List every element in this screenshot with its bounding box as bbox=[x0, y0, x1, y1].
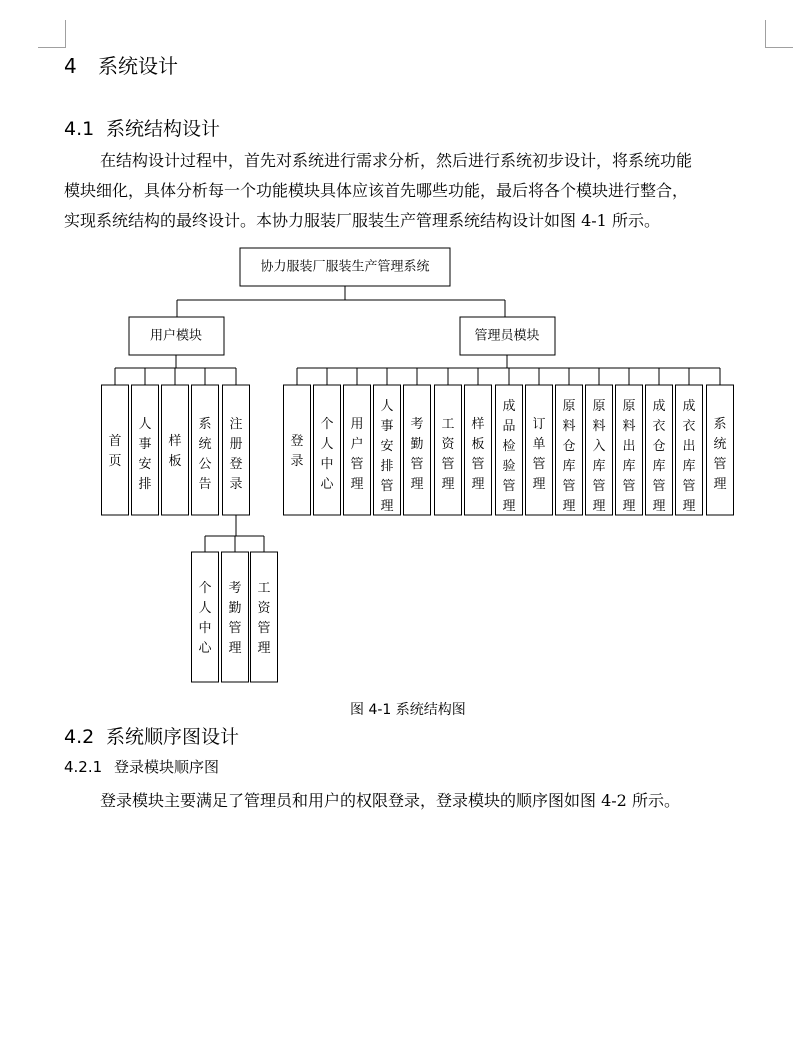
section-heading-4-2 bbox=[64, 722, 239, 749]
user-child-4-label: 系统公告 bbox=[198, 417, 212, 492]
user-child-5-label: 注册登录 bbox=[229, 417, 243, 492]
admin-child-6-label: 工资管理 bbox=[441, 417, 455, 492]
sub-child-2-box bbox=[222, 552, 249, 682]
user-child-1-label: 首页 bbox=[108, 434, 122, 469]
admin-child-11-label: 原料入库管理 bbox=[592, 399, 606, 514]
figure-caption: 图 4-1 系统结构图 bbox=[350, 702, 466, 718]
paragraph-line-1: 在结构设计过程中，首先对系统进行需求分析，然后进行系统初步设计，将系统功能 bbox=[100, 151, 693, 170]
paragraph-4-2-1: 登录模块主要满足了管理员和用户的权限登录，登录模块的顺序图如图 4-2 所示。 bbox=[100, 791, 680, 810]
admin-child-1-label: 登录 bbox=[290, 434, 304, 469]
admin-child-15-label: 系统管理 bbox=[713, 417, 727, 492]
chapter-number: 4 bbox=[64, 54, 77, 78]
user-child-2-label: 人事安排 bbox=[138, 417, 152, 492]
user-module-label: 用户模块 bbox=[149, 328, 203, 344]
admin-child-3-label: 用户管理 bbox=[350, 417, 364, 492]
admin-module-label: 管理员模块 bbox=[474, 328, 540, 344]
user-child-1-box bbox=[102, 385, 129, 515]
sub-child-3-box bbox=[251, 552, 278, 682]
section-number: 4.2 bbox=[64, 726, 95, 748]
admin-child-14-label: 成衣出库管理 bbox=[682, 399, 696, 514]
sub-child-3-label: 工资管理 bbox=[257, 581, 271, 656]
user-child-3-box bbox=[162, 385, 189, 515]
paragraph-line-2: 模块细化，具体分析每一个功能模块具体应该首先哪些功能，最后将各个模块进行整合， bbox=[64, 181, 689, 200]
admin-child-1-box bbox=[284, 385, 311, 515]
admin-child-10-label: 原料仓库管理 bbox=[562, 399, 576, 514]
subsection-title: 登录模块顺序图 bbox=[114, 758, 220, 776]
section-number: 4.1 bbox=[64, 118, 95, 140]
sub-child-2-label: 考勤管理 bbox=[228, 581, 242, 656]
section-title: 系统顺序图设计 bbox=[106, 726, 240, 748]
sub-child-1-box bbox=[192, 552, 219, 682]
admin-child-13-label: 成衣仓库管理 bbox=[652, 399, 666, 514]
diagram-nodes bbox=[102, 248, 734, 682]
admin-child-12-label: 原料出库管理 bbox=[622, 399, 636, 514]
subsection-number: 4.2.1 bbox=[64, 758, 103, 776]
admin-child-5-label: 考勤管理 bbox=[410, 417, 424, 492]
paragraph-line-3: 实现系统结构的最终设计。本协力服装厂服装生产管理系统结构设计如图 4-1 所示。 bbox=[64, 211, 660, 230]
admin-child-9-label: 订单管理 bbox=[532, 417, 546, 492]
sub-child-1-label: 个人中心 bbox=[198, 581, 212, 656]
admin-child-4-label: 人事安排管理 bbox=[380, 399, 394, 514]
user-child-3-label: 样板 bbox=[168, 434, 182, 469]
admin-child-2-label: 个人中心 bbox=[320, 417, 334, 492]
chapter-title: 系统设计 bbox=[98, 54, 178, 78]
root-node-label: 协力服装厂服装生产管理系统 bbox=[260, 259, 430, 275]
admin-child-7-label: 样板管理 bbox=[471, 417, 485, 492]
section-title: 系统结构设计 bbox=[106, 118, 221, 140]
admin-child-8-label: 成品检验管理 bbox=[502, 399, 516, 514]
subsection-heading-4-2-1 bbox=[64, 756, 219, 777]
